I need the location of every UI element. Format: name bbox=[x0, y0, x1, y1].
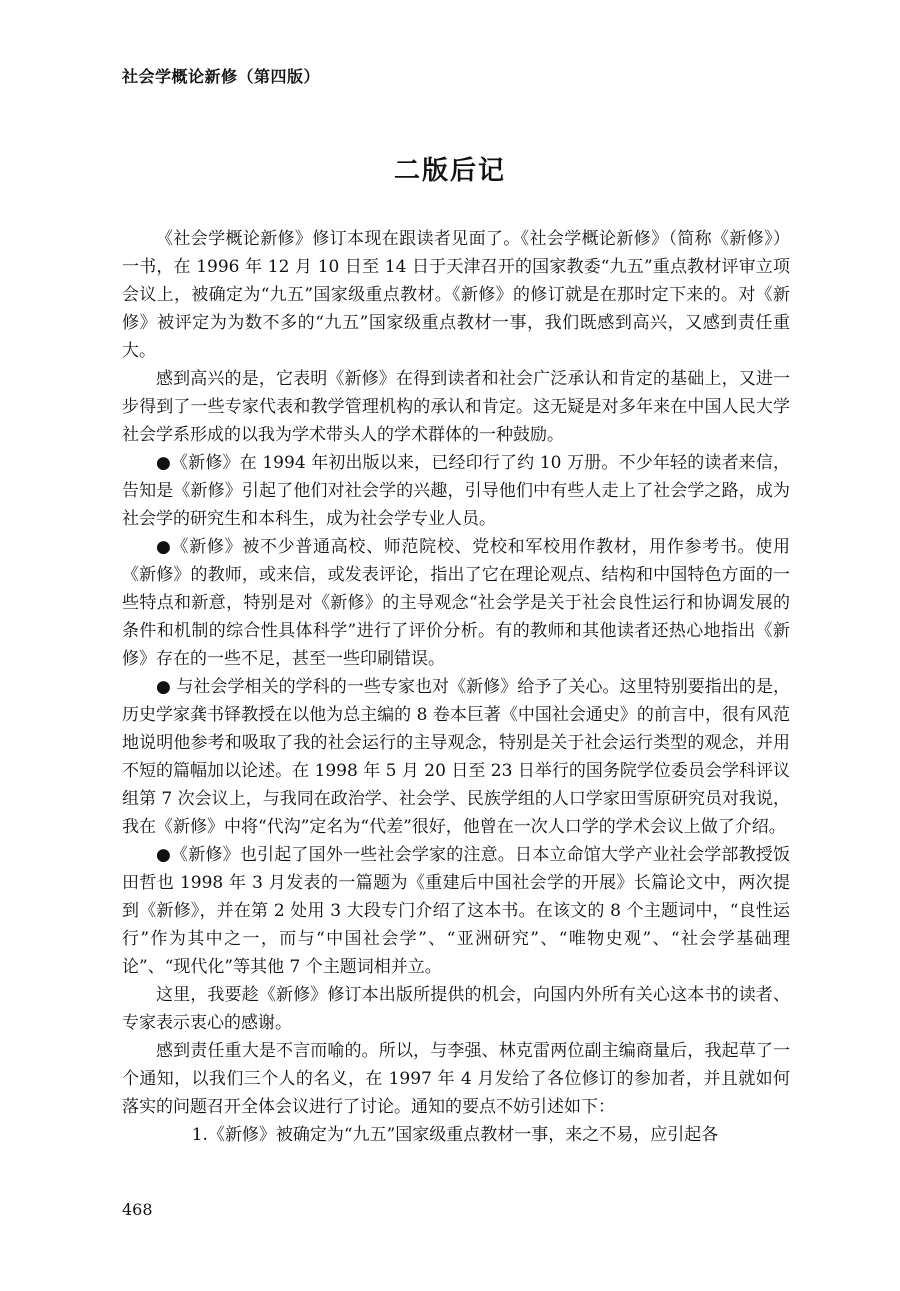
page-number: 468 bbox=[122, 1200, 153, 1219]
paragraph-bullet-experts: ● 与社会学相关的学科的一些专家也对《新修》给予了关心。这里特别要指出的是，历史学家龚书铎教授在以他为总主编的 8 卷本巨著《中国社会通史》的前言中，很有风范地说明他参考和吸取了我的社会运行的主导观念，特别是关于社会运行类型的观念，并用不短的篇幅加以论述。在 1998 年 5 月 20 日至 23 日举行的国务院学位委员会学科评议组第 7 次会议上，与我同在政治学、社会学、民族学组的人口学家田雪原研究员对我说，我在《新修》中将“代沟”定名为“代差”很好，他曾在一次人口学的学术会议上做了介绍。 bbox=[122, 677, 790, 837]
list-item-1: 1.《新修》被确定为“九五”国家级重点教材一事，来之不易，应引起各 bbox=[191, 1125, 719, 1145]
chapter-title: 二版后记 bbox=[393, 156, 506, 186]
paragraph-thanks: 这里，我要趁《新修》修订本出版所提供的机会，向国内外所有关心这本书的读者、专家表示衷心的感谢。 bbox=[122, 985, 790, 1033]
paragraph-intro: 《社会学概论新修》修订本现在跟读者见面了。《社会学概论新修》（简称《新修》）一书，在 1996 年 12 月 10 日至 14 日于天津召开的国家教委“九五”重点教材评审立项会议上，被确定为“九五”国家级重点教材。《新修》的修订就是在那时定下来的。对《新修》被评定为为数不多的“九五”国家级重点教材一事，我们既感到高兴，又感到责任重大。 bbox=[122, 229, 790, 361]
body-text bbox=[122, 225, 790, 1149]
paragraph-gladness: 感到高兴的是，它表明《新修》在得到读者和社会广泛承认和肯定的基础上，又进一步得到了一些专家代表和教学管理机构的承认和肯定。这无疑是对多年来在中国人民大学社会学系形成的以我为学术带头人的学术群体的一种鼓励。 bbox=[122, 369, 790, 445]
paragraph-responsibility: 感到责任重大是不言而喻的。所以，与李强、林克雷两位副主编商量后，我起草了一个通知，以我们三个人的名义，在 1997 年 4 月发给了各位修订的参加者，并且就如何落实的问题召开全体会议进行了讨论。通知的要点不妨引述如下： bbox=[122, 1041, 790, 1117]
paragraph-bullet-readers: ●《新修》在 1994 年初出版以来，已经印行了约 10 万册。不少年轻的读者来信，告知是《新修》引起了他们对社会学的兴趣，引导他们中有些人走上了社会学之路，成为社会学的研究生和本科生，成为社会学专业人员。 bbox=[122, 453, 790, 529]
paragraph-bullet-teachers: ●《新修》被不少普通高校、师范院校、党校和军校用作教材，用作参考书。使用《新修》的教师，或来信，或发表评论，指出了它在理论观点、结构和中国特色方面的一些特点和新意，特别是对《新修》的主导观念“社会学是关于社会良性运行和协调发展的条件和机制的综合性具体科学”进行了评价分析。有的教师和其他读者还热心地指出《新修》存在的一些不足，甚至一些印刷错误。 bbox=[122, 537, 790, 669]
running-head: 社会学概论新修（第四版） bbox=[122, 67, 321, 86]
paragraph-bullet-abroad: ●《新修》也引起了国外一些社会学家的注意。日本立命馆大学产业社会学部教授饭田哲也 1998 年 3 月发表的一篇题为《重建后中国社会学的开展》长篇论文中，两次提到《新修》，并在第 2 处用 3 大段专门介绍了这本书。在该文的 8 个主题词中，“良性运行”作为其中之一，而与“中国社会学”、“亚洲研究”、“唯物史观”、“社会学基础理论”、“现代化”等其他 7 个主题词相并立。 bbox=[122, 845, 790, 977]
